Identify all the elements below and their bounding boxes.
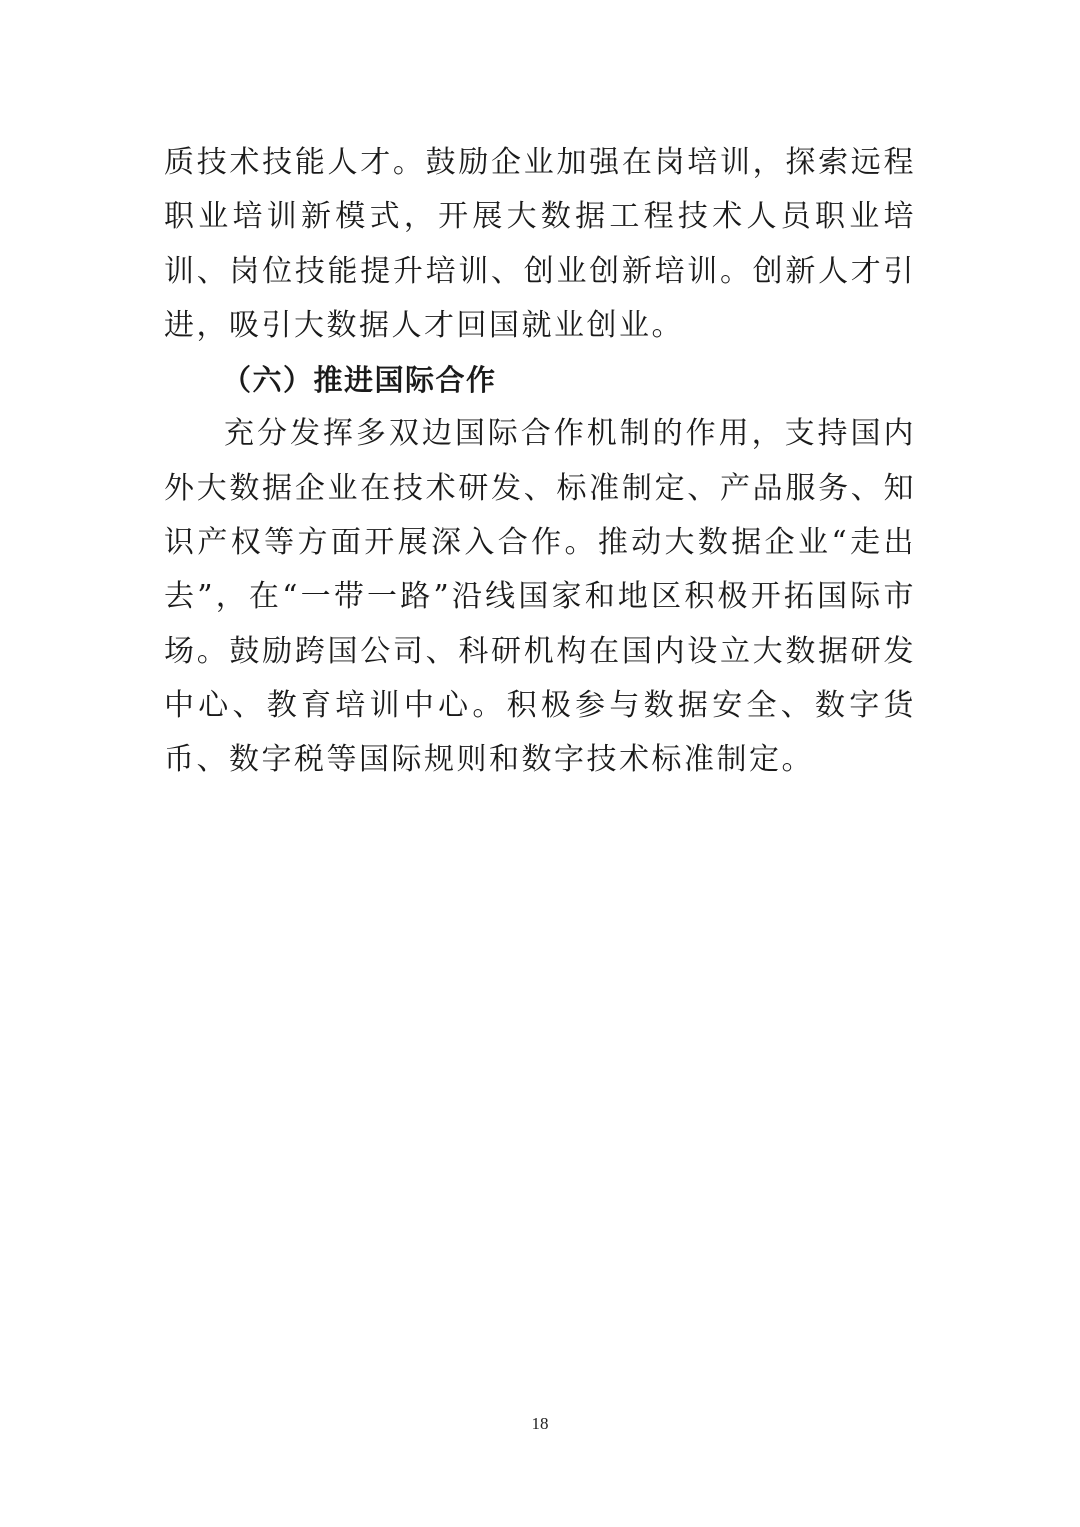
section-body-paragraph: 充分发挥多双边国际合作机制的作用，支持国内外大数据企业在技术研发、标准制定、产品服务、知识产权等方面开展深入合作。推动大数据企业“走出去”，在“一带一路”沿线国家和地区积极开拓国际市场。鼓励跨国公司、科研机构在国内设立大数据研发中心、教育培训中心。积极参与数据安全、数字货币、数字税等国际规则和数字技术标准制定。: [164, 416, 916, 778]
continued-paragraph: 质技术技能人才。鼓励企业加强在岗培训，探索远程职业培训新模式，开展大数据工程技术人员职业培训、岗位技能提升培训、创业创新培训。创新人才引进，吸引大数据人才回国就业创业。: [164, 145, 916, 343]
section-heading: （六）推进国际合作: [222, 363, 497, 398]
page-number: 18: [531, 1414, 549, 1433]
page-content: [164, 136, 916, 788]
